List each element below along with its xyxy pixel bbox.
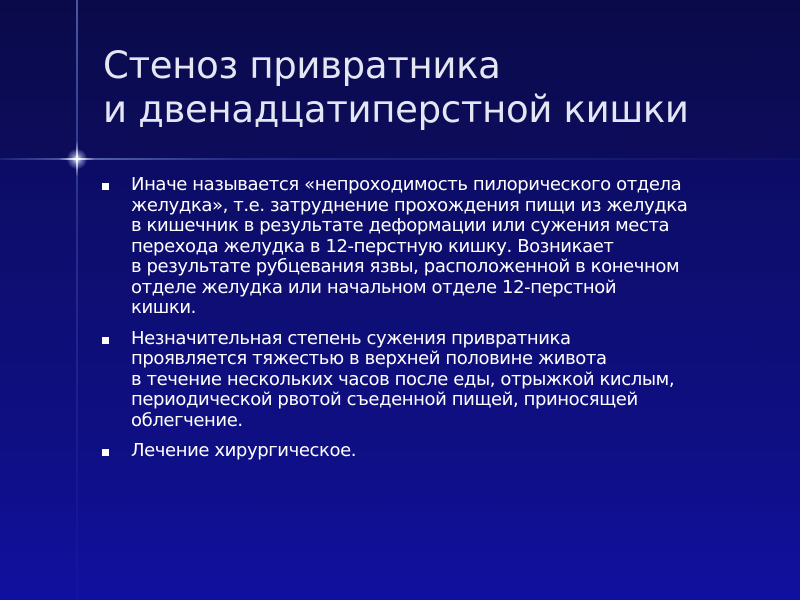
- bullet-item-treatment: [100, 441, 760, 462]
- bullet-text-line: периодической рвотой съеденной пищей, приносящей: [131, 389, 638, 410]
- bullet-text-line: перехода желудка в 12-перстную кишку. Возникает: [131, 235, 614, 257]
- bullet-text-line: кишки.: [131, 297, 196, 318]
- bullet-text-line: Лечение хирургическое.: [131, 440, 357, 461]
- bullet-text-line: в течение нескольких часов после еды, отрыжкой кислым,: [131, 368, 675, 390]
- square-bullet-icon: [102, 183, 109, 190]
- vertical-accent-line: [76, 0, 78, 600]
- horizontal-accent-line: [0, 158, 800, 160]
- bullet-text-line: отделе желудка или начальном отделе 12-перстной: [131, 276, 617, 298]
- bullet-item-definition: [100, 175, 760, 319]
- bullet-text-line: проявляется тяжестью в верхней половине живота: [131, 348, 607, 369]
- bullet-text-line: в кишечник в результате деформации или сужения места: [131, 215, 670, 236]
- slide-title: [103, 44, 783, 132]
- bullet-text-line: облегчение.: [131, 409, 243, 431]
- bullet-text-line: Незначительная степень сужения привратника: [131, 327, 571, 349]
- bullet-item-symptoms: [100, 329, 760, 432]
- bullet-text-line: в результате рубцевания язвы, расположенной в конечном: [131, 256, 680, 277]
- bullet-text-line: желудка», т.е. затруднение прохождения пищи из желудка: [131, 194, 688, 216]
- slide-title-line: и двенадцатиперстной кишки: [103, 88, 689, 131]
- square-bullet-icon: [102, 337, 109, 344]
- slide-title-line: Стеноз привратника: [103, 44, 501, 87]
- square-bullet-icon: [102, 449, 109, 456]
- bullet-text-line: Иначе называется «непроходимость пилорического отдела: [131, 174, 682, 195]
- bullet-list: [100, 175, 760, 472]
